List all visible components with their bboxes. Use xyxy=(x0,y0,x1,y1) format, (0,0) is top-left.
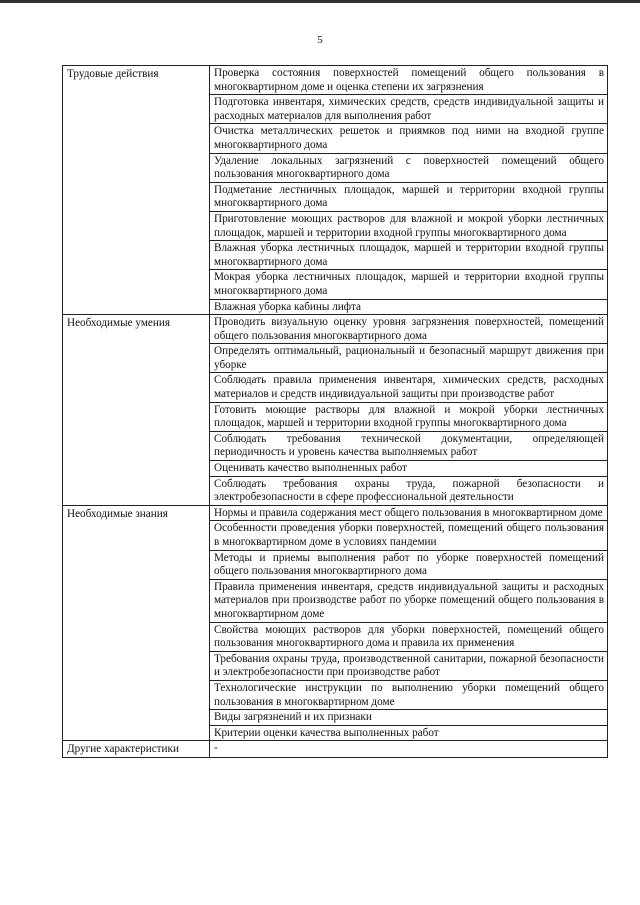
item-cell xyxy=(210,402,608,431)
item-text: Определять оптимальный, рациональный и безопасный маршрут движения при уборке xyxy=(214,345,604,371)
item-text: Влажная уборка кабины лифта xyxy=(214,300,362,313)
item-cell xyxy=(210,66,608,95)
item-text: Проводить визуальную оценку уровня загрязнения поверхностей, помещений общего пользования многоквартирного дома xyxy=(214,316,604,342)
item-text: Очистка металлических решеток и приямков под ними на входной группе многоквартирного дома xyxy=(214,125,604,151)
item-text: Технологические инструкции по выполнению уборки помещений общего пользования в многоквартирном доме xyxy=(214,681,604,708)
item-text: Готовить моющие растворы для влажной и мокрой уборки лестничных площадок, маршей и территории входной группы многоквартирного дома xyxy=(214,403,604,430)
item-cell xyxy=(210,741,608,758)
item-cell xyxy=(210,431,608,460)
item-text: Соблюдать требования технической документации, определяющей периодичность и уровень качества выполняемых работ xyxy=(214,432,604,459)
item-text: Подметание лестничных площадок, маршей и территории входной группы многоквартирного дома xyxy=(214,183,604,210)
item-cell xyxy=(210,373,608,402)
section-label-cell xyxy=(63,315,210,506)
section-label-cell xyxy=(63,66,210,315)
page-number: 5 xyxy=(317,34,323,46)
section-label: Другие характеристики xyxy=(67,743,179,756)
item-cell xyxy=(210,153,608,182)
table-row xyxy=(63,66,608,95)
item-cell xyxy=(210,505,608,521)
item-cell xyxy=(210,182,608,211)
section-label: Необходимые умения xyxy=(67,317,170,330)
item-text: Приготовление моющих растворов для влажной и мокрой уборки лестничных площадок, маршей и территории входной группы многоквартирного дома xyxy=(214,212,604,239)
item-cell xyxy=(210,521,608,550)
section-label-cell xyxy=(63,741,210,758)
item-text: Соблюдать правила применения инвентаря, химических средств, расходных материалов и средств индивидуальной защиты при производстве работ xyxy=(214,374,604,401)
item-cell xyxy=(210,725,608,741)
item-text: Мокрая уборка лестничных площадок, маршей и территории входной группы многоквартирного дома xyxy=(214,271,604,297)
item-text: Подготовка инвентаря, химических средств, средств индивидуальной защиты и расходных материалов для выполнения работ xyxy=(214,96,604,122)
table-row xyxy=(63,505,608,521)
table-row xyxy=(63,741,608,758)
item-text: - xyxy=(214,742,218,755)
item-text: Нормы и правила содержания мест общего пользования в многоквартирном доме xyxy=(214,506,603,519)
item-text: Проверка состояния поверхностей помещений общего пользования в многоквартирном доме и оценка степени их загрязнения xyxy=(214,67,604,93)
section-label: Трудовые действия xyxy=(67,68,159,80)
item-cell xyxy=(210,550,608,579)
item-text: Правила применения инвентаря, средств индивидуальной защиты и расходных материалов при производстве работ по уборке помещений общего пользования в многоквартирном доме xyxy=(214,580,604,620)
item-cell xyxy=(210,579,608,622)
item-text: Влажная уборка лестничных площадок, маршей и территории входной группы многоквартирного дома xyxy=(214,242,604,268)
item-text: Оценивать качество выполненных работ xyxy=(214,462,407,475)
item-cell xyxy=(210,95,608,124)
item-text: Критерии оценки качества выполненных работ xyxy=(214,726,439,739)
section-label: Необходимые знания xyxy=(67,507,168,520)
item-text: Особенности проведения уборки поверхностей, помещений общего пользования в многоквартирном доме в условиях пандемии xyxy=(214,522,604,548)
item-cell xyxy=(210,651,608,680)
item-cell xyxy=(210,211,608,240)
item-text: Свойства моющих растворов для уборки поверхностей, помещений общего пользования многоквартирного дома и правила их применения xyxy=(214,623,604,650)
characteristics-table xyxy=(62,65,608,758)
item-text: Методы и приемы выполнения работ по уборке поверхностей помещений общего пользования многоквартирного дома xyxy=(214,551,604,578)
item-text: Соблюдать требования охраны труда, пожарной безопасности и электробезопасности в сфере профессиональной деятельности xyxy=(214,477,604,504)
item-cell xyxy=(210,299,608,315)
table-body xyxy=(63,66,608,758)
table-row xyxy=(63,315,608,344)
scan-top-edge xyxy=(0,0,640,3)
item-cell xyxy=(210,476,608,505)
item-cell xyxy=(210,124,608,153)
item-text: Удаление локальных загрязнений с поверхностей помещений общего пользования многоквартирного дома xyxy=(214,154,604,181)
section-label-cell xyxy=(63,505,210,741)
item-cell xyxy=(210,622,608,651)
item-cell xyxy=(210,461,608,477)
item-text: Требования охраны труда, производственной санитарии, пожарной безопасности и электробезопасности при производстве работ xyxy=(214,652,604,679)
item-text: Виды загрязнений и их признаки xyxy=(214,711,372,724)
item-cell xyxy=(210,680,608,709)
item-cell xyxy=(210,270,608,299)
item-cell xyxy=(210,344,608,373)
item-cell xyxy=(210,315,608,344)
item-cell xyxy=(210,710,608,726)
item-cell xyxy=(210,241,608,270)
